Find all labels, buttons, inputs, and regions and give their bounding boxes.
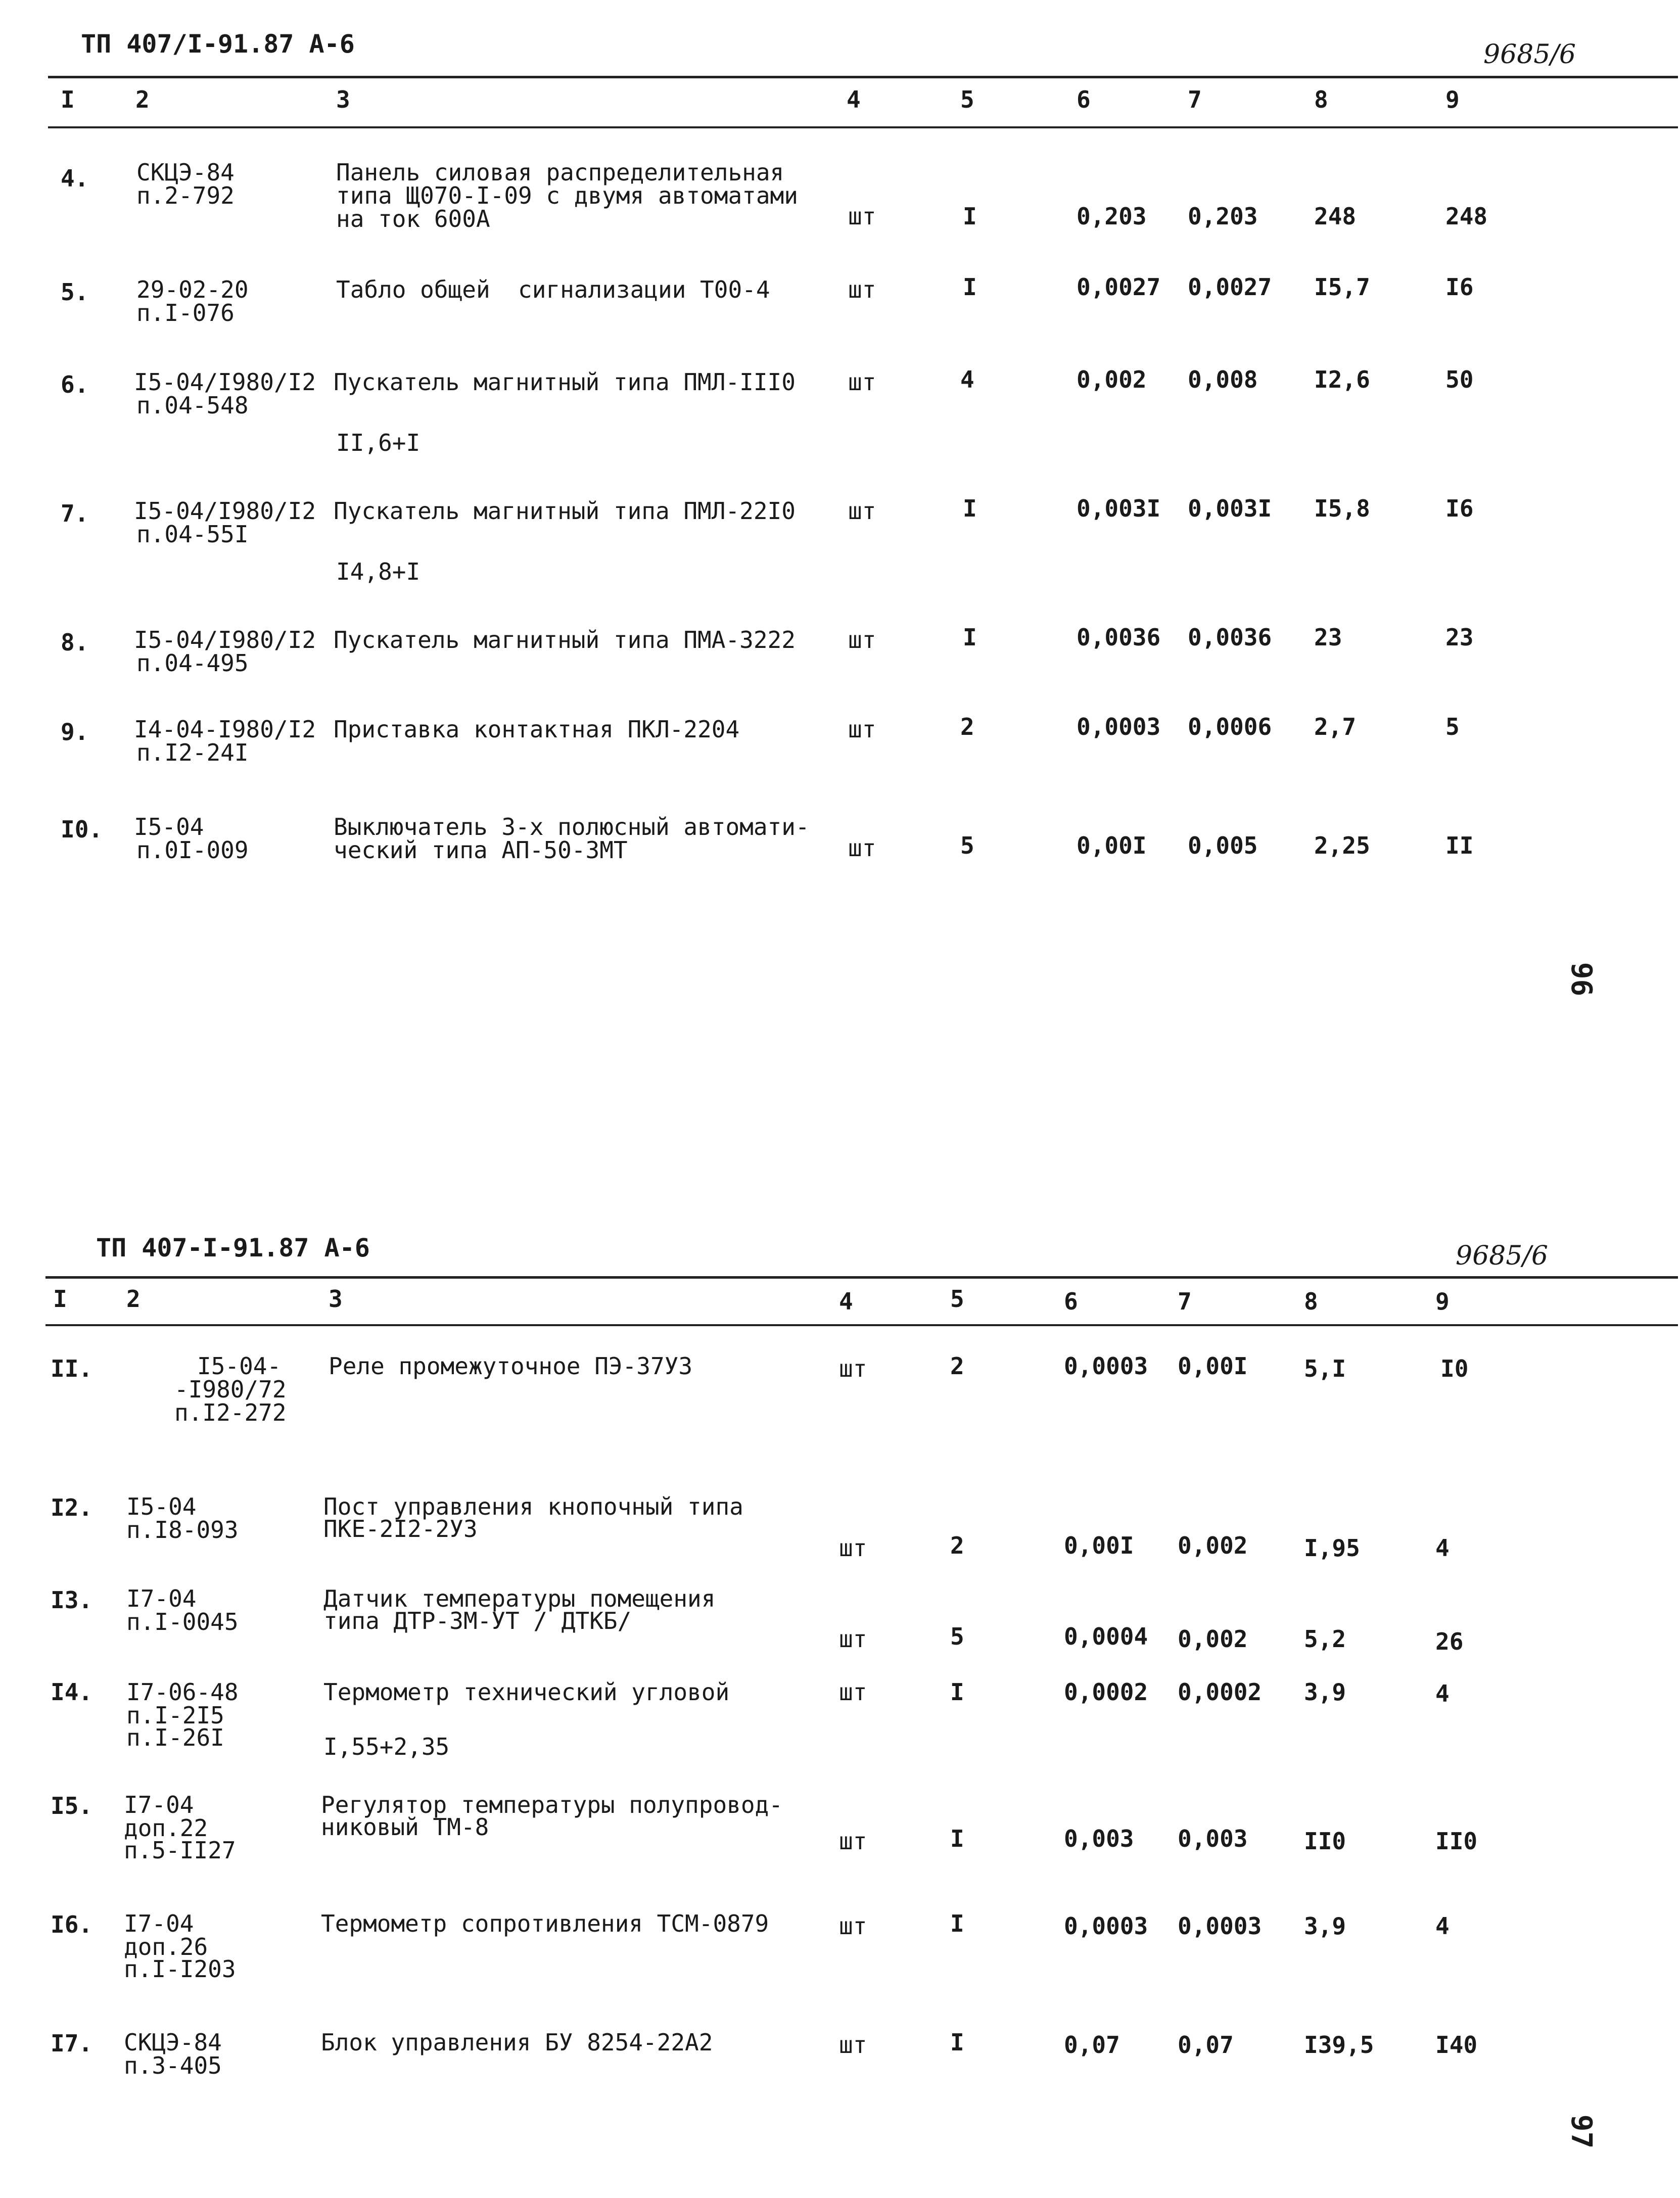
row-name: Блок управления БУ 8254-22А2 bbox=[321, 2029, 713, 2056]
row-weight-unit: 0,00I bbox=[1077, 832, 1147, 859]
row-cost-total: 248 bbox=[1445, 203, 1488, 230]
row-reference: СКЦЭ-84 bbox=[124, 2029, 222, 2056]
row-name: Табло общей сигнализации Т00-4 bbox=[336, 276, 770, 303]
row-weight-total: 0,003 bbox=[1178, 1825, 1248, 1852]
row-number: I0. bbox=[61, 816, 103, 843]
row-weight-unit: 0,07 bbox=[1064, 2031, 1120, 2059]
row-weight-unit: 0,203 bbox=[1077, 203, 1147, 230]
row-name: ПКЕ-2I2-2У3 bbox=[323, 1515, 478, 1542]
row-reference: п.04-495 bbox=[136, 649, 249, 677]
row-reference: I7-04 bbox=[124, 1910, 194, 1937]
row-unit: шт bbox=[848, 834, 876, 862]
row-cost-total: I40 bbox=[1435, 2031, 1478, 2059]
column-number: 7 bbox=[1178, 1288, 1192, 1315]
header-top-rule bbox=[48, 76, 1678, 78]
column-number: 6 bbox=[1077, 86, 1091, 113]
row-cost-total: 4 bbox=[1435, 1534, 1450, 1562]
row-cost-total: 4 bbox=[1435, 1912, 1450, 1940]
column-number: 5 bbox=[950, 1285, 964, 1313]
row-number: 5. bbox=[61, 278, 89, 306]
header-bottom-rule bbox=[48, 126, 1678, 128]
column-number: 3 bbox=[329, 1285, 343, 1313]
row-reference: I7-04 bbox=[126, 1585, 197, 1612]
row-unit: шт bbox=[839, 1828, 867, 1855]
row-cost-total: 26 bbox=[1435, 1628, 1464, 1655]
column-number: 8 bbox=[1314, 86, 1328, 113]
column-number: 4 bbox=[847, 86, 861, 113]
row-reference: п.I-I203 bbox=[124, 1955, 236, 1983]
row-number: I2. bbox=[51, 1494, 93, 1521]
row-reference: п.0I-009 bbox=[136, 836, 249, 864]
row-name: Панель силовая распределительная bbox=[336, 159, 784, 186]
row-weight-total: 0,008 bbox=[1188, 366, 1258, 393]
row-weight-total: 0,0006 bbox=[1188, 713, 1272, 740]
row-number: I7. bbox=[51, 2030, 93, 2057]
row-number: 9. bbox=[61, 718, 89, 745]
row-unit: шт bbox=[848, 276, 876, 303]
row-weight-total: 0,07 bbox=[1178, 2031, 1234, 2059]
row-reference: п.2-792 bbox=[136, 182, 235, 209]
row-name: никовый ТМ-8 bbox=[321, 1813, 489, 1841]
row-reference: п.5-II27 bbox=[124, 1837, 236, 1864]
row-unit: шт bbox=[839, 1355, 867, 1382]
row-weight-total: 0,0003 bbox=[1178, 1912, 1262, 1940]
column-number: 2 bbox=[135, 86, 150, 113]
row-reference: доп.26 bbox=[124, 1933, 208, 1960]
row-quantity: I bbox=[963, 624, 977, 651]
column-number: 2 bbox=[126, 1285, 141, 1313]
row-number: II. bbox=[51, 1355, 93, 1382]
row-reference: СКЦЭ-84 bbox=[136, 159, 235, 186]
row-name: Датчик температуры помещения bbox=[323, 1585, 716, 1612]
column-number: 9 bbox=[1435, 1288, 1450, 1315]
row-unit: шт bbox=[839, 2031, 867, 2059]
row-quantity: 2 bbox=[950, 1352, 964, 1380]
row-cost-total: I0 bbox=[1440, 1355, 1469, 1382]
row-reference: I7-04 bbox=[124, 1791, 194, 1818]
column-number: I bbox=[53, 1285, 67, 1313]
row-quantity: I bbox=[950, 1910, 964, 1937]
row-reference: п.I-0045 bbox=[126, 1608, 239, 1635]
row-unit: шт bbox=[839, 1678, 867, 1706]
row-reference: п.I2-24I bbox=[136, 739, 249, 766]
row-name: типа Щ070-I-09 с двумя автоматами bbox=[336, 182, 798, 209]
row-name: Приставка контактная ПКЛ-2204 bbox=[334, 716, 740, 743]
row-reference: п.3-405 bbox=[124, 2052, 222, 2079]
row-reference: п.I2-272 bbox=[174, 1399, 287, 1426]
row-quantity: 5 bbox=[950, 1623, 964, 1650]
row-cost-unit: 3,9 bbox=[1304, 1912, 1346, 1940]
row-weight-unit: 0,0027 bbox=[1077, 273, 1161, 301]
row-unit: шт bbox=[848, 368, 876, 396]
row-cost-unit: 248 bbox=[1314, 203, 1357, 230]
row-weight-total: 0,203 bbox=[1188, 203, 1258, 230]
row-weight-unit: 0,0002 bbox=[1064, 1678, 1148, 1706]
row-quantity: I bbox=[963, 273, 977, 301]
row-name: Пускатель магнитный типа ПМЛ-III0 bbox=[334, 368, 796, 396]
row-reference: п.I-076 bbox=[136, 299, 235, 326]
row-cost-unit: 3,9 bbox=[1304, 1678, 1346, 1706]
page-number: 96 bbox=[1565, 962, 1598, 997]
header-top-rule bbox=[45, 1276, 1678, 1279]
row-name: Регулятор температуры полупровод- bbox=[321, 1791, 783, 1818]
column-number: 9 bbox=[1445, 86, 1460, 113]
row-unit: шт bbox=[848, 716, 876, 743]
row-quantity: 4 bbox=[960, 366, 974, 393]
row-cost-unit: I5,7 bbox=[1314, 273, 1370, 301]
row-cost-unit: I,95 bbox=[1304, 1534, 1360, 1562]
row-name: Пост управления кнопочный типа bbox=[323, 1493, 743, 1520]
row-reference: I5-04/I980/I2 bbox=[134, 626, 316, 653]
row-number: I3. bbox=[51, 1586, 93, 1614]
row-unit: шт bbox=[839, 1912, 867, 1940]
row-reference: п.04-55I bbox=[136, 521, 249, 548]
row-cost-unit: I2,6 bbox=[1314, 366, 1370, 393]
row-number: I5. bbox=[51, 1792, 93, 1819]
row-name: Термометр сопротивления ТСМ-0879 bbox=[321, 1910, 769, 1937]
row-number: 7. bbox=[61, 500, 89, 527]
row-reference: п.I-26I bbox=[126, 1724, 224, 1751]
row-name: типа ДТР-3М-УТ / ДТКБ/ bbox=[323, 1607, 632, 1634]
row-unit: шт bbox=[839, 1534, 867, 1562]
row-reference: I5-04 bbox=[126, 1493, 197, 1520]
row-weight-unit: 0,003 bbox=[1064, 1825, 1134, 1852]
row-number: 4. bbox=[61, 165, 89, 192]
row-cost-unit: 2,7 bbox=[1314, 713, 1357, 740]
row-reference: I5-04/I980/I2 bbox=[134, 497, 316, 525]
row-weight-unit: 0,00I bbox=[1064, 1532, 1134, 1559]
row-weight-total: 0,003I bbox=[1188, 495, 1272, 522]
column-number: 6 bbox=[1064, 1288, 1078, 1315]
row-reference: I5-04- bbox=[197, 1352, 282, 1380]
column-number: 7 bbox=[1188, 86, 1202, 113]
row-weight-unit: 0,0036 bbox=[1077, 624, 1161, 651]
row-weight-unit: 0,002 bbox=[1077, 366, 1147, 393]
sheet-title: ТП 407/I-91.87 А-6 bbox=[81, 29, 355, 59]
column-number: 8 bbox=[1304, 1288, 1318, 1315]
row-note: I,55+2,35 bbox=[323, 1733, 450, 1760]
row-reference: I5-04/I980/I2 bbox=[134, 368, 316, 396]
row-reference: п.I8-093 bbox=[126, 1516, 239, 1544]
row-cost-total: 50 bbox=[1445, 366, 1474, 393]
sheet-code: 9685/6 bbox=[1483, 39, 1576, 70]
sheet-code: 9685/6 bbox=[1456, 1241, 1548, 1271]
row-cost-total: I6 bbox=[1445, 273, 1474, 301]
row-number: 8. bbox=[61, 629, 89, 656]
row-weight-unit: 0,0003 bbox=[1064, 1352, 1148, 1380]
row-cost-unit: 23 bbox=[1314, 624, 1342, 651]
row-reference: I7-06-48 bbox=[126, 1678, 239, 1706]
row-weight-total: 0,002 bbox=[1178, 1532, 1248, 1559]
row-cost-total: 5 bbox=[1445, 713, 1460, 740]
row-reference: I5-04 bbox=[134, 813, 204, 840]
row-weight-total: 0,002 bbox=[1178, 1625, 1248, 1653]
row-quantity: I bbox=[950, 2029, 964, 2056]
row-weight-total: 0,0027 bbox=[1188, 273, 1272, 301]
row-reference: п.I-2I5 bbox=[126, 1702, 224, 1729]
row-cost-total: I6 bbox=[1445, 495, 1474, 522]
row-quantity: I bbox=[963, 203, 977, 230]
column-number: I bbox=[61, 86, 75, 113]
row-weight-total: 0,0002 bbox=[1178, 1678, 1262, 1706]
row-cost-total: 23 bbox=[1445, 624, 1474, 651]
header-bottom-rule bbox=[45, 1324, 1678, 1326]
row-cost-total: II0 bbox=[1435, 1828, 1478, 1855]
row-weight-unit: 0,0003 bbox=[1064, 1912, 1148, 1940]
row-cost-unit: I39,5 bbox=[1304, 2031, 1374, 2059]
sheet-1 bbox=[0, 0, 1680, 1051]
row-weight-total: 0,00I bbox=[1178, 1352, 1248, 1380]
row-cost-unit: II0 bbox=[1304, 1828, 1346, 1855]
row-name: Термометр технический угловой bbox=[323, 1678, 730, 1706]
row-quantity: 2 bbox=[950, 1532, 964, 1559]
row-weight-unit: 0,0003 bbox=[1077, 713, 1161, 740]
row-weight-total: 0,005 bbox=[1188, 832, 1258, 859]
row-unit: шт bbox=[848, 626, 876, 653]
row-quantity: I bbox=[963, 495, 977, 522]
row-number: I4. bbox=[51, 1678, 93, 1706]
row-quantity: I bbox=[950, 1825, 964, 1852]
sheet-title: ТП 407-I-91.87 А-6 bbox=[96, 1233, 370, 1262]
row-weight-total: 0,0036 bbox=[1188, 624, 1272, 651]
row-cost-total: II bbox=[1445, 832, 1474, 859]
column-number: 3 bbox=[336, 86, 350, 113]
row-cost-unit: 2,25 bbox=[1314, 832, 1370, 859]
row-quantity: I bbox=[950, 1678, 964, 1706]
page-number: 97 bbox=[1565, 2114, 1598, 2149]
row-name: Пускатель магнитный типа ПМА-3222 bbox=[334, 626, 796, 653]
row-cost-unit: I5,8 bbox=[1314, 495, 1370, 522]
row-cost-total: 4 bbox=[1435, 1680, 1450, 1707]
row-name: Пускатель магнитный типа ПМЛ-22I0 bbox=[334, 497, 796, 525]
row-unit: шт bbox=[839, 1625, 867, 1653]
row-reference: доп.22 bbox=[124, 1814, 208, 1842]
row-note: II,6+I bbox=[336, 429, 421, 456]
row-unit: шт bbox=[848, 497, 876, 525]
row-name: Выключатель 3-х полюсный автомати- bbox=[334, 813, 810, 840]
row-name: на ток 600А bbox=[336, 205, 490, 232]
sheet-2 bbox=[0, 1203, 1680, 2198]
row-name: ческий типа АП-50-3МТ bbox=[334, 836, 628, 864]
row-reference: 29-02-20 bbox=[136, 276, 249, 303]
column-number: 4 bbox=[839, 1288, 853, 1315]
row-quantity: 5 bbox=[960, 832, 974, 859]
row-weight-unit: 0,003I bbox=[1077, 495, 1161, 522]
row-cost-unit: 5,I bbox=[1304, 1355, 1346, 1382]
row-cost-unit: 5,2 bbox=[1304, 1625, 1346, 1653]
row-weight-unit: 0,0004 bbox=[1064, 1623, 1148, 1650]
row-number: 6. bbox=[61, 371, 89, 398]
row-reference: I4-04-I980/I2 bbox=[134, 716, 316, 743]
row-reference: -I980/72 bbox=[174, 1376, 287, 1403]
row-number: I6. bbox=[51, 1911, 93, 1938]
row-reference: п.04-548 bbox=[136, 392, 249, 419]
column-number: 5 bbox=[960, 86, 974, 113]
row-note: I4,8+I bbox=[336, 558, 421, 585]
row-name: Реле промежуточное ПЭ-37У3 bbox=[329, 1352, 693, 1380]
row-quantity: 2 bbox=[960, 713, 974, 740]
row-unit: шт bbox=[848, 203, 876, 230]
